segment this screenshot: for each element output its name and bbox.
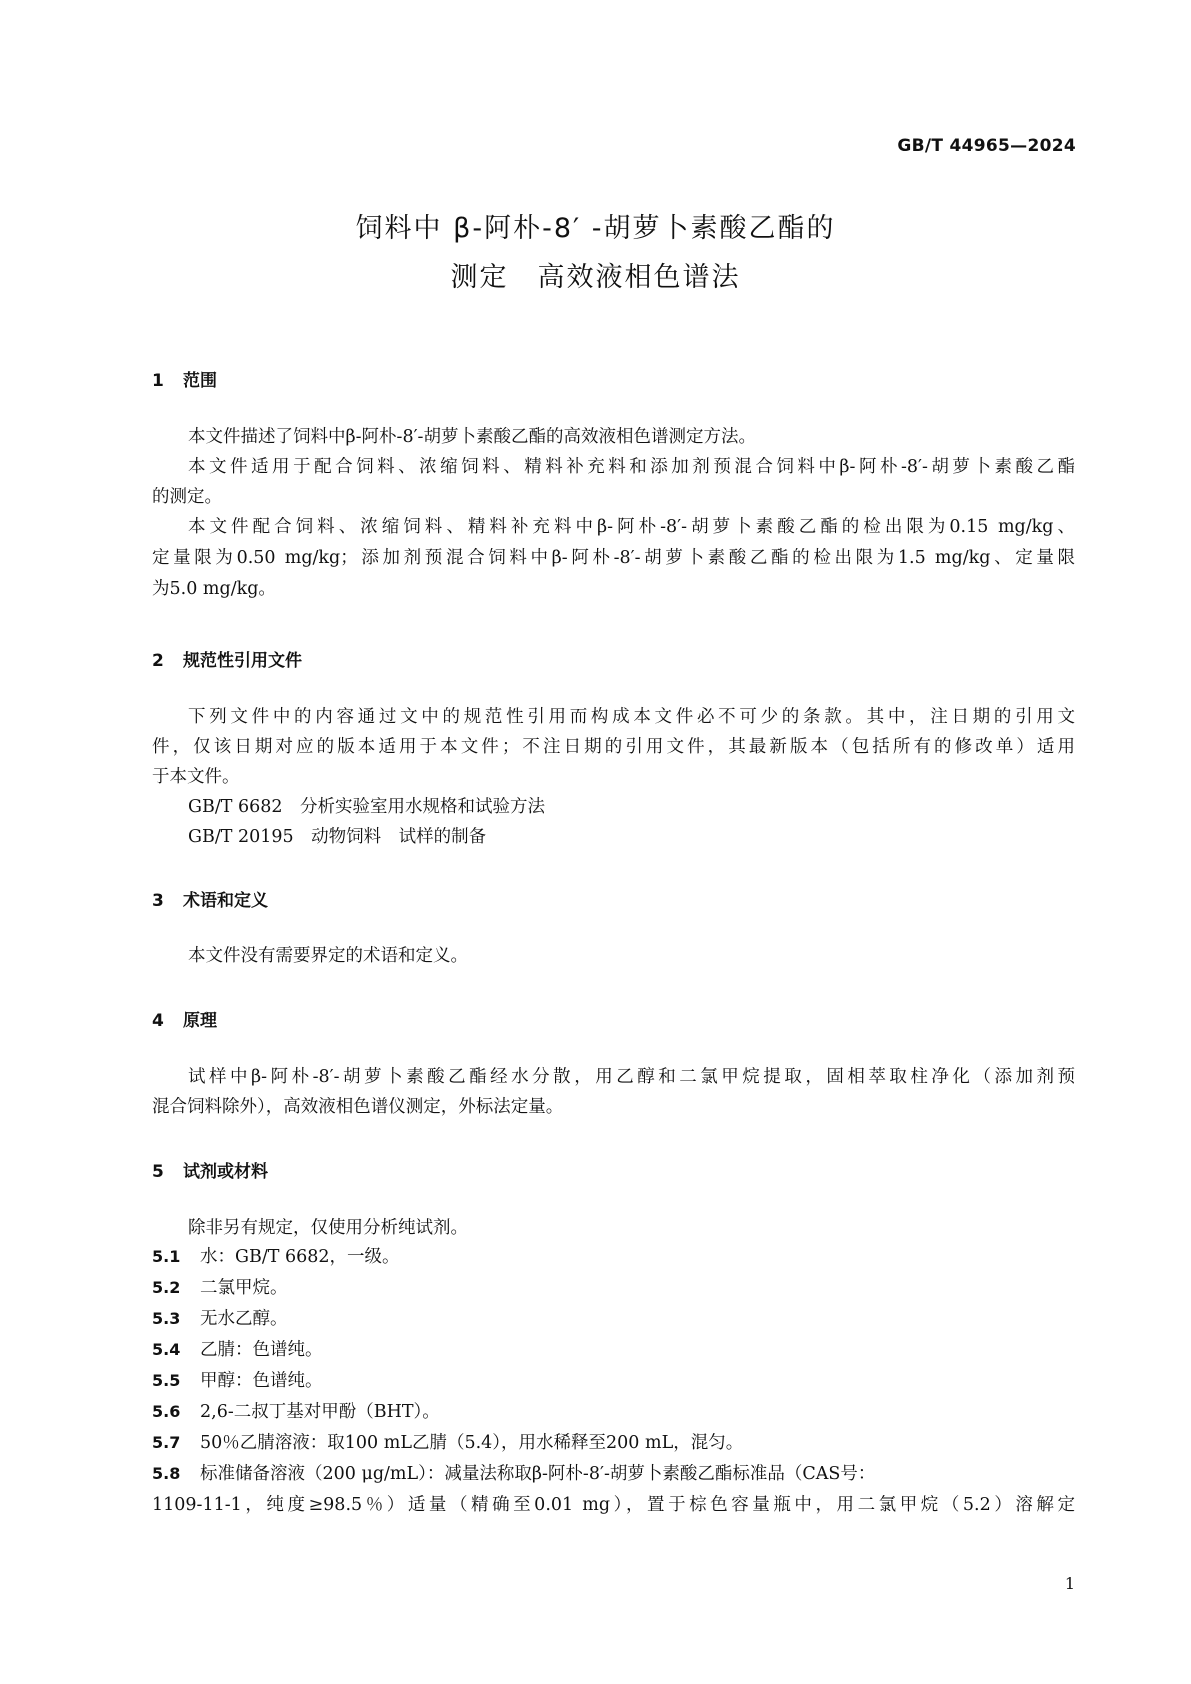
paragraph: 本文件描述了饲料中β-阿朴-8′-胡萝卜素酸乙酯的高效液相色谱测定方法。 (188, 427, 756, 447)
section-title: 术语和定义 (183, 891, 268, 911)
list-item (152, 1398, 440, 1423)
normative-reference: GB/T 6682 分析实验室用水规格和试验方法 (188, 797, 546, 817)
list-item (152, 1305, 288, 1330)
section-5-heading (152, 1157, 268, 1182)
paragraph-line: 下列文件中的内容通过文中的规范性引用而构成本文件必不可少的条款。其中，注日期的引用文 (188, 707, 1075, 727)
normative-reference: GB/T 20195 动物饲料 试样的制备 (188, 827, 487, 847)
paragraph-line: 试样中β-阿朴-8′-胡萝卜素酸乙酯经水分散，用乙醇和二氯甲烷提取，固相萃取柱净化（添加剂预 (188, 1067, 1075, 1087)
section-title: 范围 (183, 371, 217, 391)
item-number: 5.7 (152, 1433, 181, 1452)
section-number: 2 (152, 651, 164, 671)
section-title: 原理 (183, 1011, 217, 1031)
paragraph-line: 混合饲料除外），高效液相色谱仪测定，外标法定量。 (152, 1097, 564, 1117)
page-number: 1 (1064, 1574, 1075, 1593)
item-text: 二氯甲烷。 (200, 1278, 288, 1298)
section-1-heading (152, 366, 217, 391)
paragraph-line: 为5.0 mg/kg。 (152, 579, 276, 599)
document-title-line1: 饲料中 β-阿朴-8′ -胡萝卜素酸乙酯的 (355, 213, 836, 244)
section-4-heading (152, 1006, 217, 1031)
paragraph: 本文件没有需要界定的术语和定义。 (188, 946, 468, 966)
document-title-line2: 测定 高效液相色谱法 (450, 262, 741, 293)
section-3-heading (152, 886, 268, 911)
section-number: 3 (152, 891, 164, 911)
paragraph-line: 的测定。 (152, 487, 222, 507)
section-number: 5 (152, 1162, 164, 1182)
paragraph-line: 于本文件。 (152, 767, 240, 787)
section-title: 试剂或材料 (183, 1162, 268, 1182)
item-text: 水：GB/T 6682，一级。 (200, 1247, 400, 1267)
item-number: 5.2 (152, 1278, 181, 1297)
standard-code: GB/T 44965—2024 (897, 136, 1076, 156)
item-number: 5.6 (152, 1402, 181, 1421)
item-number: 5.5 (152, 1371, 181, 1390)
paragraph-line: 件，仅该日期对应的版本适用于本文件；不注日期的引用文件，其最新版本（包括所有的修改单）适用 (152, 737, 1075, 757)
paragraph: 除非另有规定，仅使用分析纯试剂。 (188, 1218, 468, 1238)
list-item (152, 1460, 875, 1485)
paragraph-line: 定量限为0.50 mg/kg；添加剂预混合饲料中β-阿朴-8′-胡萝卜素酸乙酯的检出限为1.5 mg/kg、定量限 (152, 548, 1075, 568)
item-text: 甲醇：色谱纯。 (200, 1371, 323, 1391)
section-number: 4 (152, 1011, 164, 1031)
paragraph-line: 本文件适用于配合饲料、浓缩饲料、精料补充料和添加剂预混合饲料中β-阿朴-8′-胡萝卜素酸乙酯 (188, 457, 1075, 477)
item-text: 2,6-二叔丁基对甲酚（BHT）。 (200, 1402, 440, 1422)
list-item (152, 1429, 743, 1454)
section-number: 1 (152, 371, 164, 391)
list-item (152, 1243, 400, 1268)
section-title: 规范性引用文件 (183, 651, 302, 671)
item-text: 乙腈：色谱纯。 (200, 1340, 323, 1360)
section-2-heading (152, 646, 302, 671)
list-item (152, 1336, 323, 1361)
paragraph-line: 本文件配合饲料、浓缩饲料、精料补充料中β-阿朴-8′-胡萝卜素酸乙酯的检出限为0.15 mg/kg、 (188, 517, 1075, 537)
item-number: 5.8 (152, 1464, 181, 1483)
list-item (152, 1367, 323, 1392)
item-number: 5.1 (152, 1247, 181, 1266)
paragraph-line: 1109-11-1，纯度≥98.5％）适量（精确至0.01 mg），置于棕色容量瓶中，用二氯甲烷（5.2）溶解定 (152, 1495, 1075, 1515)
item-text: 50％乙腈溶液：取100 mL乙腈（5.4），用水稀释至200 mL，混匀。 (200, 1433, 744, 1453)
item-text: 标准储备溶液（200 μg/mL）：减量法称取β-阿朴-8′-胡萝卜素酸乙酯标准品（CAS号： (200, 1464, 876, 1484)
item-text: 无水乙醇。 (200, 1309, 288, 1329)
list-item (152, 1274, 288, 1299)
item-number: 5.4 (152, 1340, 181, 1359)
item-number: 5.3 (152, 1309, 181, 1328)
